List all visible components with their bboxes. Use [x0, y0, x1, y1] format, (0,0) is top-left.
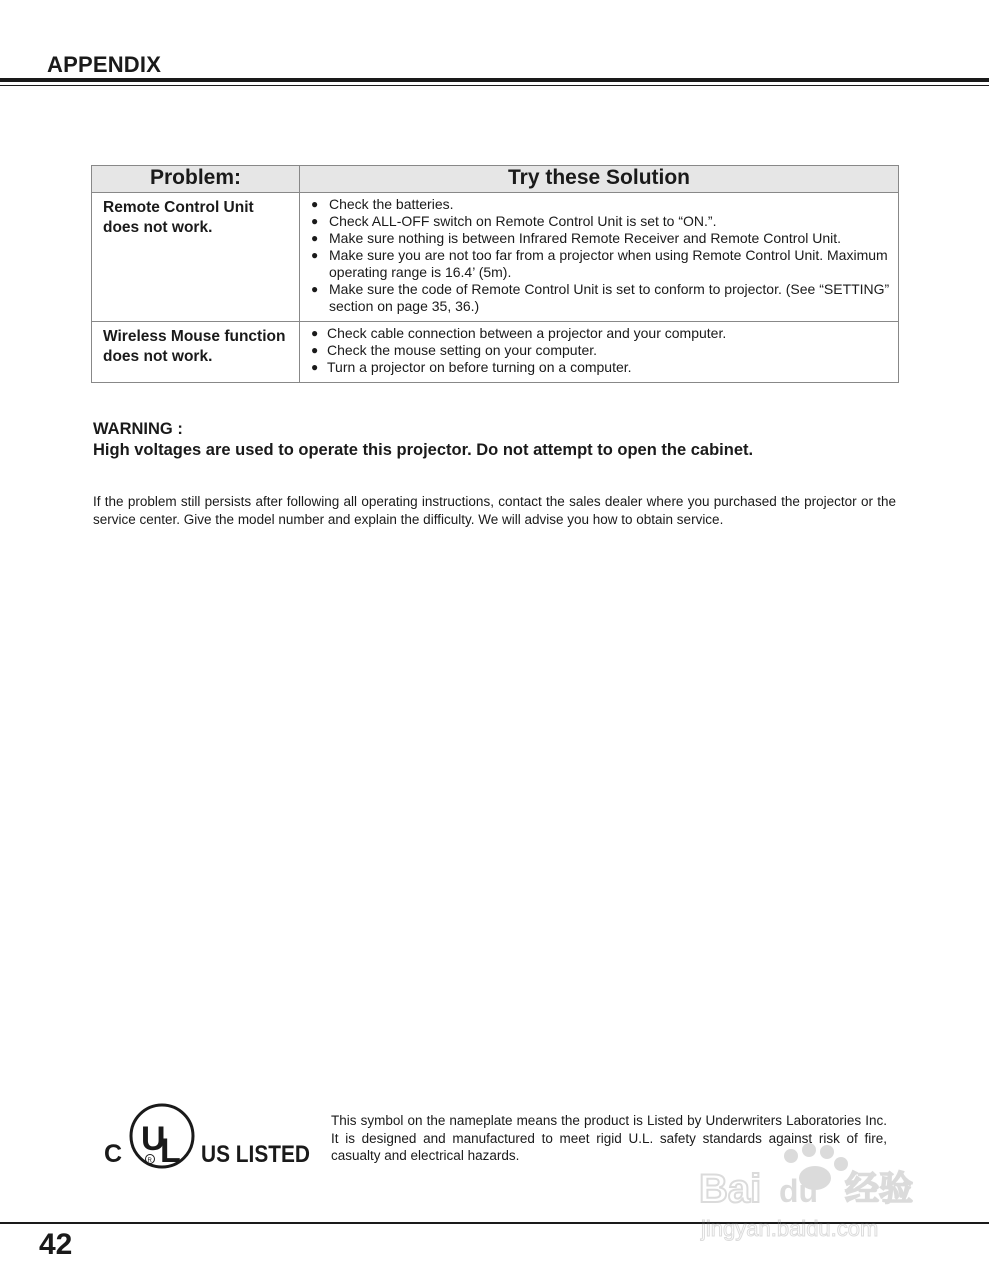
solution-text: Make sure you are not too far from a projector when using Remote Control Unit. Maximum operating range is 16.4’ (5m). [329, 247, 888, 280]
solution-column-header: Try these Solution [300, 166, 899, 193]
solution-text: Check the batteries. [329, 196, 454, 212]
baidu-jingyan-watermark [695, 1140, 935, 1244]
bullet-icon: ● [311, 214, 319, 228]
warning-text: High voltages are used to operate this projector. Do not attempt to open the cabinet. [93, 441, 754, 459]
solution-text: Make sure the code of Remote Control Unit is set to conform to projector. (See “SETTING” section on page 35, 36.) [329, 281, 890, 314]
solution-text: Check ALL-OFF switch on Remote Control Unit is set to “ON.”. [329, 213, 717, 229]
header-rule [0, 78, 989, 82]
troubleshooting-table [91, 165, 899, 383]
solution-item [311, 213, 890, 230]
table-row [92, 322, 899, 383]
problem-cell: Remote Control Unit does not work. [92, 193, 300, 322]
svg-text:du: du [779, 1173, 819, 1209]
ul-listed-logo [102, 1102, 314, 1172]
problem-cell: Wireless Mouse function does not work. [92, 322, 300, 383]
problem-column-header: Problem: [92, 166, 300, 193]
svg-text:US LISTED: US LISTED [201, 1141, 310, 1168]
solution-item [311, 281, 890, 315]
table-header-row [92, 166, 899, 193]
section-title: APPENDIX [47, 52, 162, 77]
warning-label: WARNING : [93, 420, 183, 438]
solution-text: Check the mouse setting on your computer. [327, 342, 598, 358]
table-row [92, 193, 899, 322]
svg-text:U: U [141, 1120, 166, 1158]
bullet-icon: ● [311, 360, 319, 374]
solutions-cell [300, 193, 899, 322]
svg-text:C: C [104, 1140, 123, 1168]
solution-item [311, 359, 890, 376]
svg-text:jingyan.baidu.com: jingyan.baidu.com [701, 1216, 879, 1241]
solution-item [311, 196, 890, 213]
bullet-icon: ● [311, 326, 319, 340]
svg-text:经验: 经验 [845, 1169, 913, 1209]
bullet-icon: ● [311, 231, 319, 245]
warning-block [93, 419, 753, 461]
header-rule-thin [0, 85, 989, 86]
service-advice: If the problem still persists after following all operating instructions, contact the sales dealer where you purchased the projector or the service center. Give the model number and explain the difficulty. We will advise you how to obtain service. [93, 494, 896, 527]
solution-item [311, 230, 890, 247]
solution-item [311, 247, 890, 281]
svg-text:L: L [160, 1132, 181, 1170]
bullet-icon: ● [311, 197, 319, 211]
solution-item [311, 325, 890, 342]
solution-text: Turn a projector on before turning on a computer. [327, 359, 632, 375]
page-number: 42 [39, 1228, 73, 1261]
solution-text: Check cable connection between a projector and your computer. [327, 325, 727, 341]
solutions-cell [300, 322, 899, 383]
bullet-icon: ● [311, 248, 319, 262]
bullet-icon: ● [311, 343, 319, 357]
solution-text: Make sure nothing is between Infrared Remote Receiver and Remote Control Unit. [329, 230, 842, 246]
solution-item [311, 342, 890, 359]
ul-description: This symbol on the nameplate means the product is Listed by Underwriters Laboratories Inc. It is designed and manufactured to meet rigid U.L. safety standards against risk of fire, casualty and electrical hazards. [331, 1113, 887, 1163]
svg-text:R: R [147, 1158, 152, 1164]
bullet-icon: ● [311, 282, 319, 296]
svg-text:Bai: Bai [699, 1167, 762, 1211]
